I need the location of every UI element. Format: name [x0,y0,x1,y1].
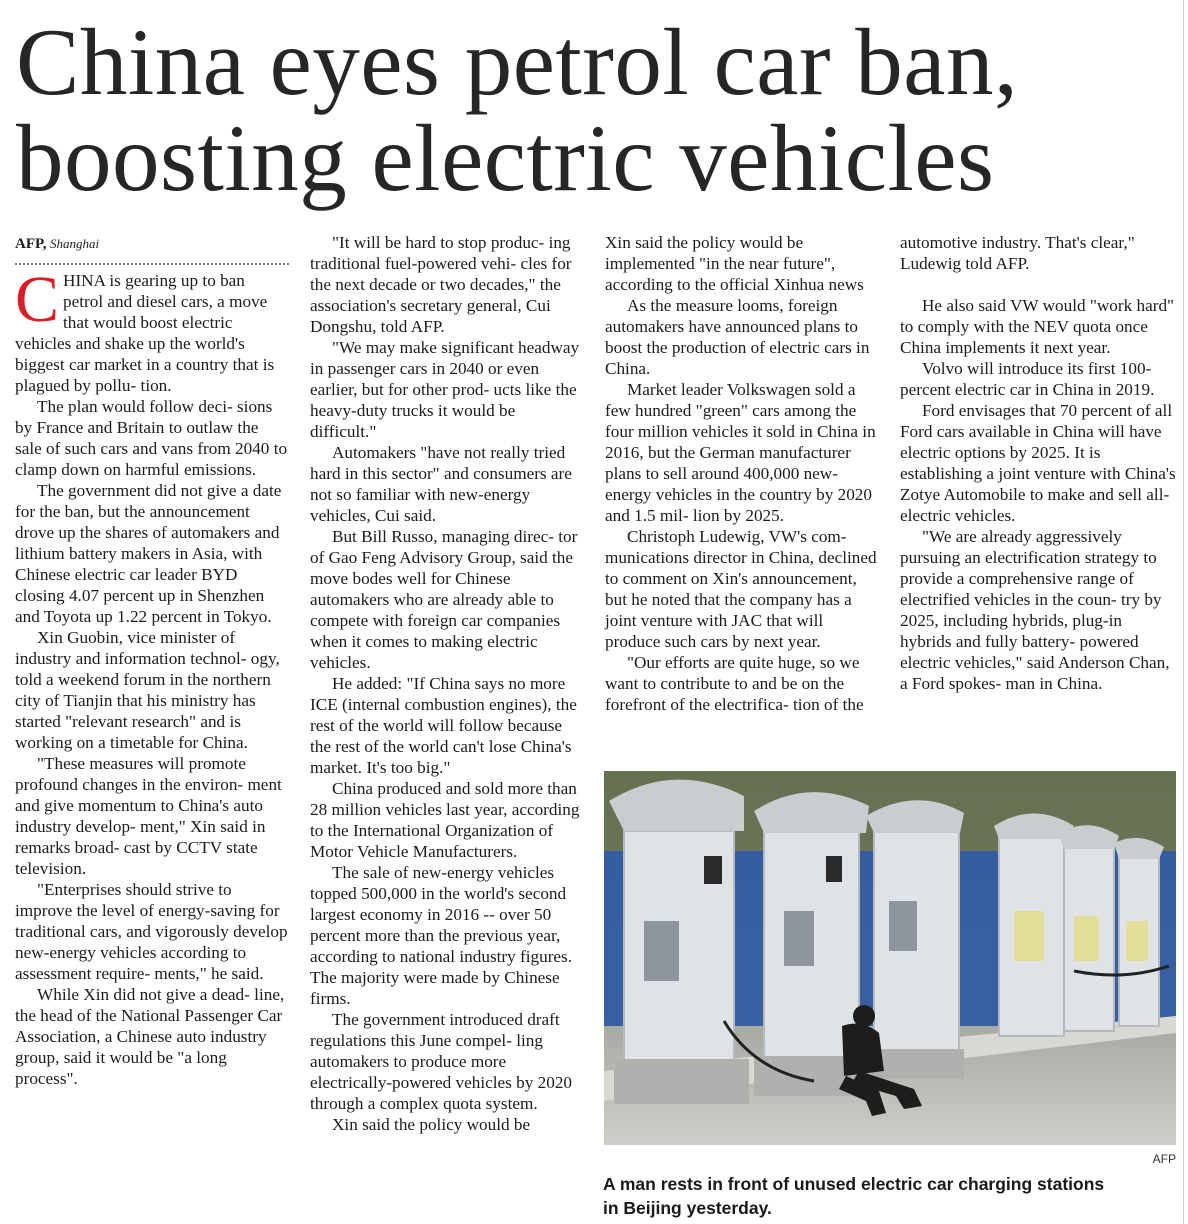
paragraph-continued [900,232,1176,295]
paragraph: Automakers "have not really tried hard in this sector" and consumers are not so familiar with new-energy vehicles, Cui said. [310,443,572,525]
byline-agency: AFP, [15,236,47,252]
byline [15,234,289,265]
caption-line-2: in Beijing yesterday. [603,1198,772,1218]
paragraph-continued: Xin said the policy would be implemented "in the near future", according to the official Xinhua news [605,233,864,294]
paragraph: While Xin did not give a dead- line, the head of the National Passenger Car Association, a Chinese auto industry group, said it would be "a long process". [15,985,285,1088]
paragraph: "These measures will promote profound changes in the environ- ment and give momentum to China's auto industry develop- ment," Xin said in remarks broad- cast by CCTV state television. [15,754,282,878]
paragraph: Market leader Volkswagen sold a few hundred "green" cars among the four million vehicles it sold in China in 2016, but the German manufacturer plans to sell around 400,000 new-energy vehicles in the country by 2020 and 1.5 mil- lion by 2025. [605,380,876,525]
page-edge-rule [1183,0,1184,1224]
paragraph: He also said VW would "work hard" to comply with the NEV quota once China implements it next year. [900,296,1175,357]
paragraph: But Bill Russo, managing direc- tor of Gao Feng Advisory Group, said the move bodes well for Chinese automakers who are already able to compete with foreign car companies when it comes to making electric vehicles. [310,527,578,672]
paragraph: "It will be hard to stop produc- ing traditional fuel-powered vehi- cles for the next decade or two decades," the association's secretary general, Cui Dongshu, told AFP. [310,233,572,336]
paragraph: "We are already aggressively pursuing an electrification strategy to provide a comprehensive range of electrified vehicles in the coun- try by 2025, including hybrids, plug-in hybrids and fully battery- powered electric vehicles," said Anderson Chan, a Ford spokes- man in China. [900,527,1170,693]
paragraph-tail: automotive industry. That's clear," Ludewig told AFP. [900,233,1135,273]
paragraph: China produced and sold more than 28 million vehicles last year, according to the International Organization of Motor Vehicle Manufacturers. [310,779,580,861]
paragraph: "Enterprises should strive to improve the level of energy-saving for traditional cars, and vigorously develop new-energy vehicles according to assessment require- ments," he said. [15,880,288,983]
photo-caption [603,1172,1163,1220]
paragraph: As the measure looms, foreign automakers have announced plans to boost the production of electric cars in China. [605,296,870,378]
photo-illustration [604,771,1176,1145]
lead-paragraph [15,263,289,396]
column-3 [605,232,882,715]
paragraph: The government introduced draft regulations this June compel- ling automakers to produce more electrically-powered vehicles by 2020 through a complex quota system. [310,1010,573,1113]
headline [16,9,1166,211]
paragraph: The government did not give a date for the ban, but the announcement drove up the shares of automakers and lithium battery makers in Asia, with Chinese electric car leader BYD closing 4.07 percent up in Shenzhen and Toyota up 1.22 percent in Tokyo. [15,481,282,626]
paragraph: "We may make significant headway in passenger cars in 2040 or even earlier, but for other prod- ucts like the heavy-duty trucks it would be difficult." [310,338,580,441]
caption-line-1: A man rests in front of unused electric car charging stations [603,1174,1105,1194]
column-1 [15,232,289,1089]
paragraph: Christoph Ludewig, VW's com- munications director in China, declined to comment on Xin's announcement, but he noted that the company has a joint venture with JAC that will produce such cars by next year. [605,527,877,651]
paragraph: Xin Guobin, vice minister of industry and information technol- ogy, told a weekend forum in the northern city of Tianjin that his ministry has started "relevant research" and is working on a timetable for China. [15,628,280,752]
paragraph-continues: Xin said the policy would be [332,1115,531,1134]
column-2 [310,232,584,1135]
byline-place: Shanghai [50,236,100,251]
paragraph: The sale of new-energy vehicles topped 500,000 in the world's second largest economy in 2016 -- over 50 percent more than the previous year, according to national industry figures. The majority were made by Chinese firms. [310,863,573,1008]
photo-credit: AFP [1152,1152,1176,1166]
photo-charging-stations [604,771,1176,1145]
paragraph: He added: "If China says no more ICE (internal combustion engines), the rest of the world will follow because the rest of the world can't lose China's market. It's too big." [310,674,577,777]
drop-cap: C [15,263,60,336]
column-4 [900,232,1176,694]
headline-line-2: boosting electric vehicles [16,105,995,211]
paragraph: Ford envisages that 70 percent of all Ford cars available in China will have electric options by 2025. It is establishing a joint venture with China's Zotye Automobile to make and sell all-electric vehicles. [900,401,1176,525]
lead-text: HINA is gearing up to ban petrol and diesel cars, a move that would boost electric vehicles and shake up the world's biggest car market in a country that is plagued by pollu- tion. [15,271,275,395]
paragraph: "Our efforts are quite huge, so we want to contribute to and be on the forefront of the electrifica- tion of the [605,653,864,714]
headline-line-1: China eyes petrol car ban, [16,9,1019,115]
paragraph: Volvo will introduce its first 100-percent electric car in China in 2019. [900,359,1155,399]
paragraph: The plan would follow deci- sions by France and Britain to outlaw the sale of such cars and vans from 2040 to clamp down on harmful emissions. [15,397,288,479]
